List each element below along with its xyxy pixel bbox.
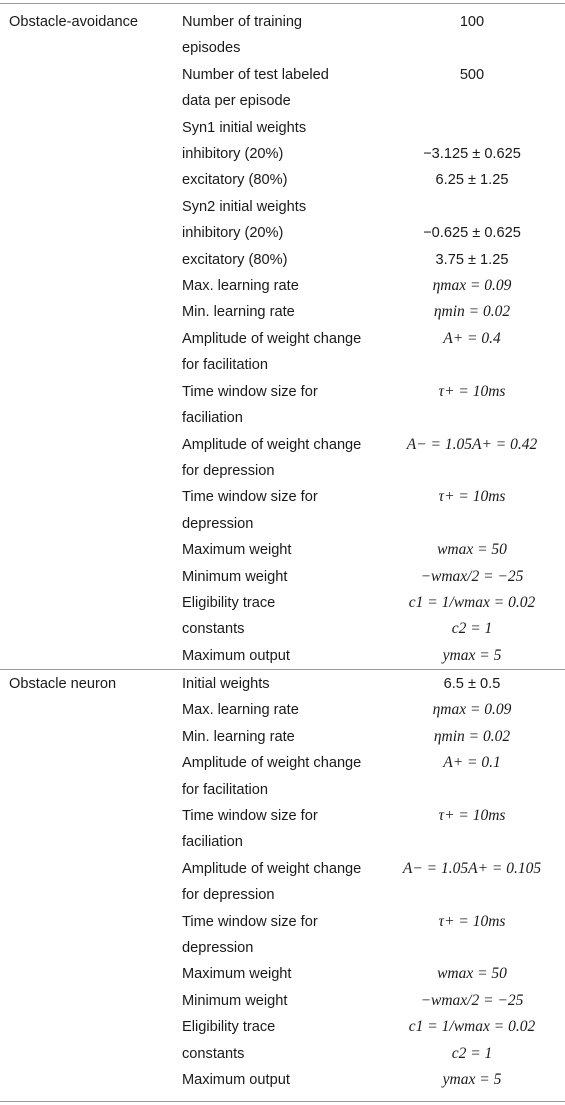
- parameter-name: [175, 750, 379, 803]
- parameter-name-line: Max. learning rate: [182, 278, 299, 295]
- parameter-name: [175, 697, 379, 723]
- parameter-name: [175, 299, 379, 325]
- parameter-name-line: Number of training: [182, 14, 303, 30]
- parameter-value-line: c1 = 1/wmax = 0.02: [408, 593, 536, 611]
- parameter-name: [175, 1014, 379, 1067]
- parameter-name: [175, 220, 379, 246]
- parameter-value: [379, 484, 565, 510]
- parameter-value-line: τ+ = 10ms: [438, 912, 506, 930]
- parameter-value: [379, 724, 565, 750]
- table-row: [0, 326, 565, 379]
- parameter-value-line: −wmax/2 = −25: [420, 991, 524, 1009]
- parameter-value: [379, 194, 565, 220]
- parameter-name: [175, 564, 379, 590]
- parameter-name-line: Maximum weight: [182, 542, 292, 559]
- table-row: [0, 988, 565, 1014]
- parameter-name-line: for depression: [182, 887, 275, 904]
- parameter-name: [175, 803, 379, 856]
- table-row: [0, 247, 565, 273]
- table-row: [0, 432, 565, 485]
- table-row: [0, 379, 565, 432]
- table-row: [0, 697, 565, 723]
- parameter-value-line: 3.75 ± 1.25: [435, 251, 509, 268]
- parameter-value: [379, 988, 565, 1014]
- parameter-name-line: for facilitation: [182, 781, 268, 798]
- parameter-name-line: Maximum output: [182, 647, 290, 664]
- parameter-name-line: Syn2 initial weights: [182, 198, 307, 215]
- parameter-name-line: Time window size for: [182, 383, 318, 400]
- parameter-name: [175, 62, 379, 115]
- parameter-value-line: ηmax = 0.09: [432, 277, 512, 295]
- parameter-name: [175, 856, 379, 909]
- parameter-name-line: Time window size for: [182, 913, 318, 930]
- table-row: [0, 273, 565, 299]
- parameter-value-line: c2 = 1: [451, 620, 493, 638]
- table-row: [0, 220, 565, 246]
- parameter-value-line: −wmax/2 = −25: [420, 567, 524, 585]
- parameter-name: [175, 167, 379, 193]
- parameter-value-line: ηmax = 0.09: [432, 701, 512, 719]
- parameter-value-line: 6.25 ± 1.25: [435, 172, 509, 189]
- parameter-value: [379, 299, 565, 325]
- parameter-name-line: Amplitude of weight change: [182, 860, 362, 877]
- parameter-value-line: A− = 1.05A+ = 0.105: [402, 859, 542, 877]
- table-bottom-rule: [0, 1101, 565, 1102]
- table-row: [0, 1014, 565, 1067]
- parameter-name-line: constants: [182, 621, 245, 638]
- parameter-name-line: depression: [182, 940, 254, 957]
- parameter-value: [379, 697, 565, 723]
- table-row: [0, 115, 565, 141]
- parameter-value: [379, 671, 565, 697]
- parameter-value-line: c1 = 1/wmax = 0.02: [408, 1018, 536, 1036]
- parameter-name-line: constants: [182, 1045, 245, 1062]
- parameter-value-line: 100: [459, 14, 485, 30]
- parameter-value: [379, 141, 565, 167]
- parameter-value: [379, 115, 565, 141]
- parameter-name: [175, 724, 379, 750]
- parameter-name-line: Eligibility trace: [182, 594, 276, 611]
- parameter-name: [175, 671, 379, 697]
- parameter-value-line: −3.125 ± 0.625: [423, 146, 521, 163]
- parameter-value-line: 500: [459, 66, 485, 83]
- parameter-value: [379, 167, 565, 193]
- parameter-value-line: −0.625 ± 0.625: [423, 225, 521, 242]
- table-row: [0, 590, 565, 643]
- parameter-name-line: excitatory (80%): [182, 172, 288, 189]
- parameter-name: [175, 326, 379, 379]
- parameter-value: [379, 220, 565, 246]
- parameter-value: [379, 1014, 565, 1067]
- parameter-name-line: Time window size for: [182, 489, 318, 506]
- parameter-value: [379, 379, 565, 405]
- parameter-name: [175, 537, 379, 563]
- table-row: [0, 564, 565, 590]
- parameter-value-line: c2 = 1: [451, 1044, 493, 1062]
- parameter-value-line: wmax = 50: [437, 965, 507, 983]
- parameter-name-line: inhibitory (20%): [182, 146, 284, 163]
- parameter-name-line: Syn1 initial weights: [182, 119, 307, 136]
- table-row: [0, 299, 565, 325]
- parameter-name: [175, 484, 379, 537]
- parameter-name-line: Eligibility trace: [182, 1019, 276, 1036]
- table-row: [0, 643, 565, 669]
- parameter-name: [175, 432, 379, 485]
- table-row: [0, 9, 565, 62]
- parameter-value: [379, 750, 565, 776]
- parameter-value-line: ηmin = 0.02: [433, 303, 511, 321]
- section-obstacle-neuron: [0, 671, 565, 1094]
- table-row: [0, 671, 565, 697]
- section-obstacle-avoidance: [0, 9, 565, 669]
- parameter-value: [379, 432, 565, 458]
- parameter-value-line: [379, 115, 565, 141]
- parameter-name: [175, 590, 379, 643]
- parameter-name-line: Min. learning rate: [182, 304, 295, 321]
- table-row: [0, 484, 565, 537]
- parameter-value-line: [379, 194, 565, 220]
- parameter-value-line: A+ = 0.1: [443, 754, 501, 772]
- parameter-name: [175, 273, 379, 299]
- table-row: [0, 141, 565, 167]
- section-label: Obstacle-avoidance: [9, 14, 138, 30]
- parameter-value: [379, 247, 565, 273]
- parameter-value: [379, 856, 565, 882]
- table-row: [0, 62, 565, 115]
- parameter-name: [175, 115, 379, 141]
- table-top-rule: [0, 3, 565, 4]
- parameter-name-line: Maximum weight: [182, 966, 292, 983]
- parameter-name-line: Amplitude of weight change: [182, 436, 362, 453]
- parameter-value-line: ymax = 5: [442, 1071, 502, 1089]
- parameter-value: [379, 537, 565, 563]
- parameter-value: [379, 643, 565, 669]
- parameter-name: [175, 961, 379, 987]
- parameter-name-line: Maximum output: [182, 1072, 290, 1089]
- parameter-name-line: Initial weights: [182, 676, 270, 692]
- parameter-name-line: for facilitation: [182, 357, 268, 374]
- parameter-name: [175, 909, 379, 962]
- parameter-value: [379, 9, 565, 35]
- parameter-name-line: Time window size for: [182, 808, 318, 825]
- table-row: [0, 1067, 565, 1093]
- parameter-name-line: Min. learning rate: [182, 728, 295, 745]
- table-row: [0, 750, 565, 803]
- parameter-name-line: Max. learning rate: [182, 702, 299, 719]
- parameter-value: [379, 564, 565, 590]
- parameter-name: [175, 643, 379, 669]
- parameter-value: [379, 273, 565, 299]
- parameter-value-line: τ+ = 10ms: [438, 382, 506, 400]
- parameter-value: [379, 62, 565, 88]
- table-row: [0, 724, 565, 750]
- parameter-name-line: Amplitude of weight change: [182, 330, 362, 347]
- parameter-name-line: for depression: [182, 462, 275, 479]
- table-row: [0, 194, 565, 220]
- table-row: [0, 167, 565, 193]
- parameter-name-line: depression: [182, 515, 254, 532]
- parameter-name-line: Number of test labeled: [182, 66, 329, 83]
- parameter-name: [175, 9, 379, 62]
- parameter-name-line: data per episode: [182, 93, 291, 110]
- parameter-value-line: A+ = 0.4: [443, 329, 501, 347]
- parameter-name: [175, 379, 379, 432]
- parameter-value-line: τ+ = 10ms: [438, 807, 506, 825]
- table-row: [0, 856, 565, 909]
- parameter-name-line: excitatory (80%): [182, 251, 288, 268]
- table-row: [0, 909, 565, 962]
- table-row: [0, 961, 565, 987]
- parameter-name-line: faciliation: [182, 410, 243, 427]
- parameter-value-line: A− = 1.05A+ = 0.42: [406, 435, 538, 453]
- parameter-name-line: Amplitude of weight change: [182, 755, 362, 772]
- parameter-value: [379, 590, 565, 643]
- parameter-value-line: τ+ = 10ms: [438, 488, 506, 506]
- parameter-name: [175, 194, 379, 220]
- parameter-value: [379, 1067, 565, 1093]
- parameter-value-line: wmax = 50: [437, 541, 507, 559]
- parameter-name: [175, 247, 379, 273]
- parameter-value: [379, 909, 565, 935]
- parameter-name: [175, 141, 379, 167]
- parameter-name: [175, 988, 379, 1014]
- section-divider: [0, 669, 565, 670]
- parameter-name-line: faciliation: [182, 834, 243, 851]
- parameter-value-line: ymax = 5: [442, 646, 502, 664]
- parameter-name-line: Minimum weight: [182, 568, 288, 585]
- parameter-value-line: ηmin = 0.02: [433, 727, 511, 745]
- parameter-name-line: inhibitory (20%): [182, 225, 284, 242]
- table-row: [0, 803, 565, 856]
- table-row: [0, 537, 565, 563]
- parameter-value-line: 6.5 ± 0.5: [443, 676, 501, 692]
- parameter-name: [175, 1067, 379, 1093]
- parameter-value: [379, 803, 565, 829]
- section-label: Obstacle neuron: [9, 676, 117, 692]
- parameter-name-line: episodes: [182, 40, 241, 57]
- parameter-value: [379, 326, 565, 352]
- parameter-value: [379, 961, 565, 987]
- parameter-name-line: Minimum weight: [182, 992, 288, 1009]
